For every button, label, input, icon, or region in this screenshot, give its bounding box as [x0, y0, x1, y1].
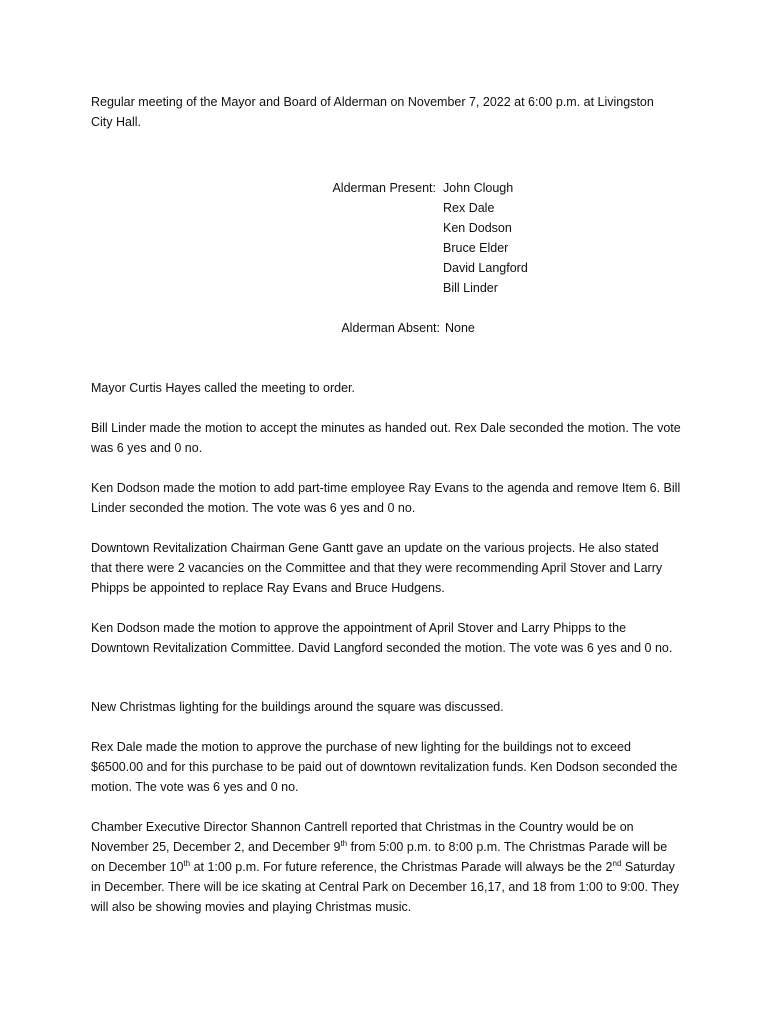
- attendance-row: [0, 238, 770, 258]
- paragraph-text: at 1:00 p.m. For future reference, the Christmas Parade will always be the 2: [190, 860, 613, 874]
- alderman-name: Ken Dodson: [443, 221, 512, 235]
- meeting-intro: Regular meeting of the Mayor and Board of Alderman on November 7, 2022 at 6:00 p.m. at Livingston City Hall.: [91, 95, 654, 129]
- paragraph-text: Saturday in December. There will be ice skating at Central Park on December 16,17, and 18 from 1:00 to 9:00. They will also be showing movies and playing Christmas music.: [91, 860, 680, 914]
- alderman-name: Bill Linder: [443, 281, 498, 295]
- paragraph-text: from 5:00 p.m. to 8:00 p.m. The Christmas Parade will be on December 10: [91, 840, 668, 874]
- present-label: Alderman Present:: [332, 181, 436, 195]
- minutes-paragraph: New Christmas lighting for the buildings around the square was discussed.: [91, 700, 504, 714]
- absent-value: None: [445, 321, 475, 335]
- absent-row: [0, 318, 770, 338]
- minutes-paragraph: Downtown Revitalization Chairman Gene Gantt gave an update on the various projects. He also stated that there were 2 vacancies on the Committee and that they were recommending April Stover and Larry Phipps be appointed to replace Ray Evans and Bruce Hudgens.: [91, 541, 663, 595]
- attendance-row: [0, 178, 770, 198]
- alderman-name: Rex Dale: [443, 201, 495, 215]
- minutes-paragraph: Ken Dodson made the motion to approve the appointment of April Stover and Larry Phipps to the Downtown Revitalization Committee. David Langford seconded the motion. The vote was 6 yes and 0 no.: [91, 621, 673, 655]
- minutes-paragraph: Bill Linder made the motion to accept the minutes as handed out. Rex Dale seconded the motion. The vote was 6 yes and 0 no.: [91, 421, 681, 455]
- absent-label: Alderman Absent:: [341, 321, 440, 335]
- alderman-name: John Clough: [443, 181, 514, 195]
- attendance-row: [0, 218, 770, 238]
- ordinal-suffix: th: [183, 858, 191, 868]
- alderman-name: Bruce Elder: [443, 241, 509, 255]
- attendance-row: [0, 278, 770, 298]
- minutes-paragraph: Rex Dale made the motion to approve the purchase of new lighting for the buildings not to exceed $6500.00 and for this purchase to be paid out of downtown revitalization funds. Ken Dodson seconded the motion. The vote was 6 yes and 0 no.: [91, 740, 678, 794]
- attendance-row: [0, 198, 770, 218]
- minutes-paragraph: [91, 817, 681, 917]
- attendance-row: [0, 258, 770, 278]
- ordinal-suffix: nd: [612, 858, 622, 868]
- minutes-paragraph: Mayor Curtis Hayes called the meeting to order.: [91, 381, 356, 395]
- minutes-paragraph: Ken Dodson made the motion to add part-time employee Ray Evans to the agenda and remove Item 6. Bill Linder seconded the motion. The vote was 6 yes and 0 no.: [91, 481, 681, 515]
- alderman-name: David Langford: [443, 261, 528, 275]
- paragraph-text: Chamber Executive Director Shannon Cantrell reported that Christmas in the Country would be on November 25, December 2, and December 9: [91, 820, 634, 854]
- ordinal-suffix: th: [340, 838, 348, 848]
